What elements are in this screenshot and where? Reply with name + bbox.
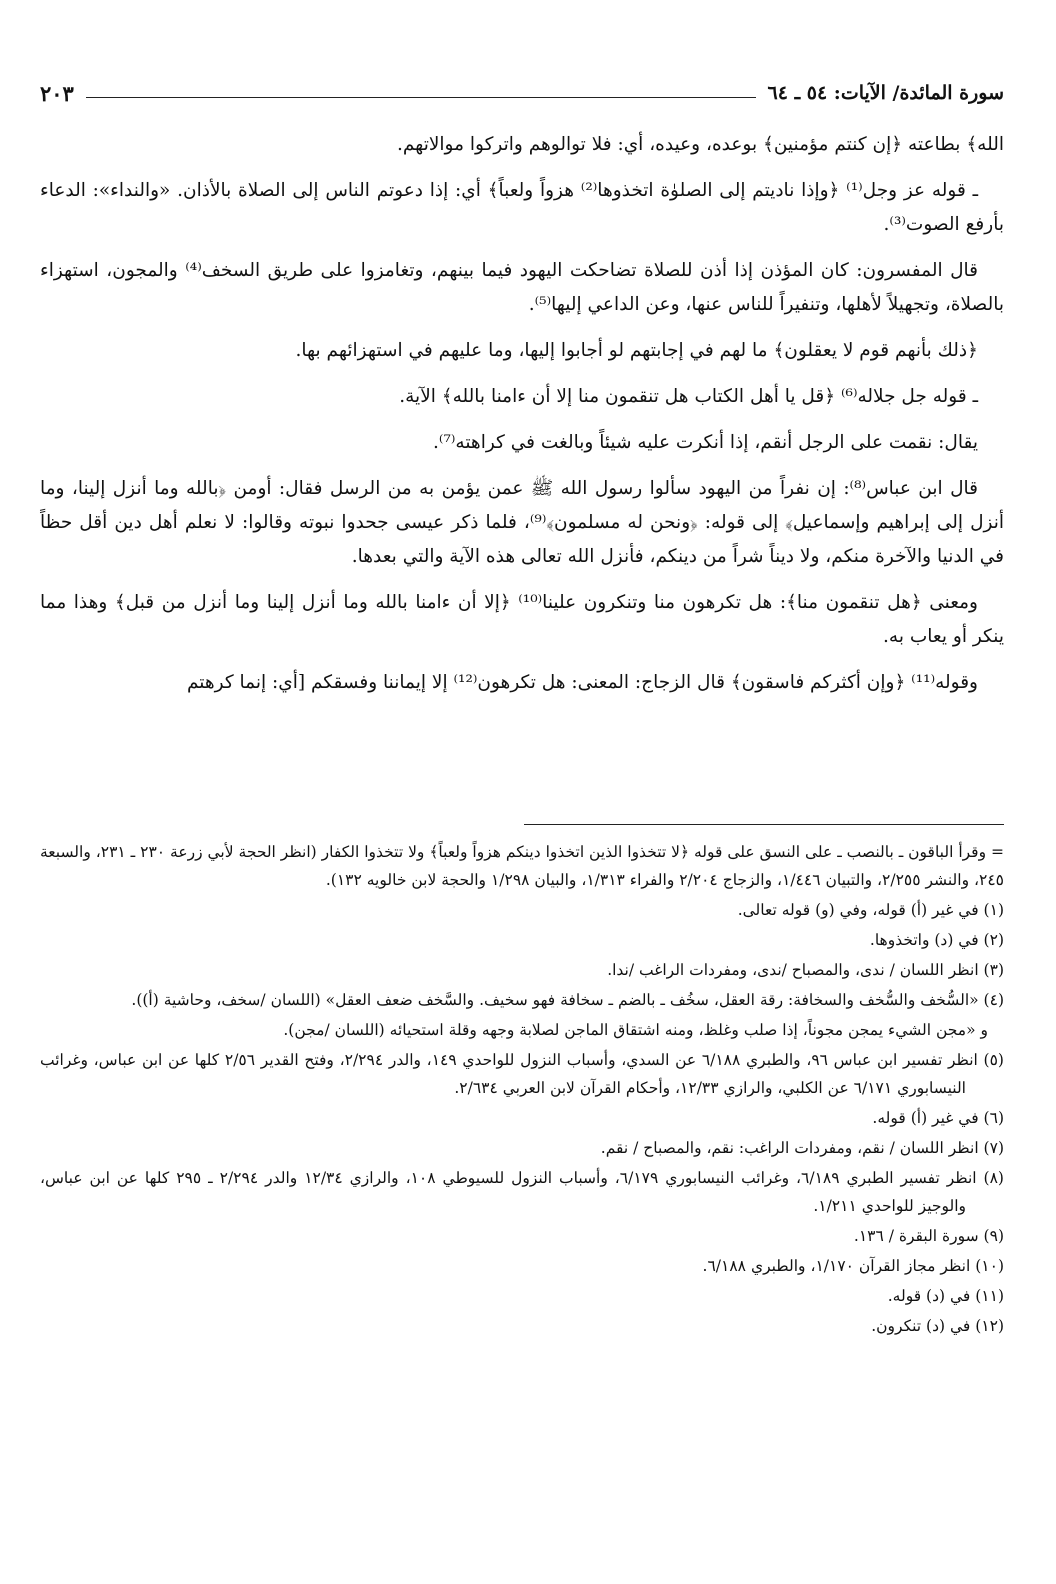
paragraph: قال المفسرون: كان المؤذن إذا أذن للصلاة تضاحكت اليهود فيما بينهم، وتغامزوا على طريق السخف⁽⁴⁾ والمجون، استهزاء بالصلاة، وتجهيلاً لأهلها، وتنفيراً للناس عنها، وعن الداعي إليها⁽⁵⁾. <box>40 260 1004 315</box>
footnote: = وقرأ الباقون ـ بالنصب ـ على النسق على قوله ﴿لا تتخذوا الذين اتخذوا دينكم هزواً ولعباً﴾ ولا تتخذوا الكفار (انظر الحجة لأبي زرعة ٢٣٠ ـ ٢٣١، والسبعة ٢٤٥، والنشر ٢/٢٥٥، والتبيان ١/٤٤٦، والزجاج ٢/٢٠٤ والفراء ١/٣١٣، والبيان ١/٢٩٨ والحجة لابن خالويه ١٣٢). <box>40 843 1004 889</box>
paragraph: قال ابن عباس⁽⁸⁾: إن نفراً من اليهود سألوا رسول الله ﷺ عمن يؤمن به من الرسل فقال: أومن ﴿بالله وما أنزل إلينا، وما أنزل إلى إبراهيم وإسماعيل﴾ إلى قوله: ﴿ونحن له مسلمون﴾⁽⁹⁾، فلما ذكر عيسى جحدوا نبوته وقالوا: لا نعلم أهل دين أقل حظاً في الدنيا والآخرة منكم، ولا ديناً شراً من دينكم، فأنزل الله تعالى هذه الآية والتي بعدها. <box>40 478 1005 567</box>
footnote: (٣) انظر اللسان / ندى، والمصباح /ندى، ومفردات الراغب /ندا. <box>607 961 1004 979</box>
footnote: (١٢) في (د) تنكرون. <box>871 1317 1004 1335</box>
footnote: (٩) سورة البقرة / ١٣٦. <box>853 1227 1004 1245</box>
footnote: (١٠) انظر مجاز القرآن ١/١٧٠، والطبري ٦/١٨٨. <box>702 1257 1004 1275</box>
footnote: (٢) في (د) واتخذوها. <box>869 931 1004 949</box>
paragraph: وقوله⁽¹¹⁾ ﴿وإن أكثركم فاسقون﴾ قال الزجاج: المعنى: هل تكرهون⁽¹²⁾ إلا إيماننا وفسقكم [أي: إنما كرهتم <box>186 672 978 693</box>
footnote: (٨) انظر تفسير الطبري ٦/١٨٩، وغرائب النيسابوري ٦/١٧٩، وأسباب النزول للسيوطي ١٠٨، والرازي ١٢/٣٤ والدر ٢/٢٩٤ ـ ٢٩٥ كلها عن ابن عباس، والوجيز للواحدي ١/٢١١. <box>40 1169 1004 1215</box>
page-number: ٢٠٣ <box>40 80 74 106</box>
footnote: (١١) في (د) قوله. <box>887 1287 1004 1305</box>
running-header <box>40 78 1004 108</box>
footnote: (٦) في غير (أ) قوله. <box>872 1109 1004 1127</box>
footnote-separator <box>524 824 1004 825</box>
paragraph: ﴿ذلك بأنهم قوم لا يعقلون﴾ ما لهم في إجابتهم لو أجابوا إليها، وما عليهم في استهزائهم بها. <box>295 340 978 361</box>
footnote: و «مجن الشيء يمجن مجوناً، إذا صلب وغلظ، ومنه اشتقاق الماجن لصلابة وجهه وقلة استحيائه (اللسان /مجن). <box>283 1021 988 1039</box>
footnote: (٥) انظر تفسير ابن عباس ٩٦، والطبري ٦/١٨٨ عن السدي، وأسباب النزول للواحدي ١٤٩، والدر ٢/٢٩٤، وفتح القدير ٢/٥٦ كلها عن ابن عباس، وغرائب النيسابوري ٦/١٧١ عن الكلبي، والرازي ١٢/٣٣، وأحكام القرآن لابن العربي ٢/٦٣٤. <box>40 1051 1004 1097</box>
paragraph: ـ قوله عز وجل⁽¹⁾ ﴿وإذا ناديتم إلى الصلوٰة اتخذوها⁽²⁾ هزواً ولعباً﴾ أي: إذا دعوتم الناس إلى الصلاة بالأذان. «والنداء»: الدعاء بأرفع الصوت⁽³⁾. <box>40 180 1004 235</box>
header-rule <box>86 97 756 98</box>
paragraph: ـ قوله جل جلاله⁽⁶⁾ ﴿قل يا أهل الكتاب هل تنقمون منا إلا أن ءامنا بالله﴾ الآية. <box>399 386 978 407</box>
footnotes <box>40 838 1004 1342</box>
paragraph: ومعنى ﴿هل تنقمون منا﴾: هل تكرهون منا وتنكرون علينا⁽¹⁰⁾ ﴿إلا أن ءامنا بالله وما أنزل إلينا وما أنزل من قبل﴾ وهذا مما ينكر أو يعاب به. <box>40 592 1004 647</box>
paragraph: يقال: نقمت على الرجل أنقم، إذا أنكرت عليه شيئاً وبالغت في كراهته⁽⁷⁾. <box>433 432 978 453</box>
main-text <box>40 128 1004 700</box>
footnote: (١) في غير (أ) قوله، وفي (و) قوله تعالى. <box>737 901 1004 919</box>
footnote: (٧) انظر اللسان / نقم، ومفردات الراغب: نقم، والمصباح / نقم. <box>600 1139 1004 1157</box>
footnote: (٤) «السُّخف والسُّخف والسخافة: رقة العقل، سخُف ـ بالضم ـ سخافة فهو سخيف. والسَّخف ضعف العقل» (اللسان /سخف، وحاشية (أ)). <box>131 991 1004 1009</box>
paragraph: الله﴾ بطاعته ﴿إن كنتم مؤمنين﴾ بوعده، وعيده، أي: فلا توالوهم واتركوا موالاتهم. <box>396 134 1004 155</box>
header-title: سورة المائدة/ الآيات: ٥٤ ـ ٦٤ <box>767 82 1004 104</box>
